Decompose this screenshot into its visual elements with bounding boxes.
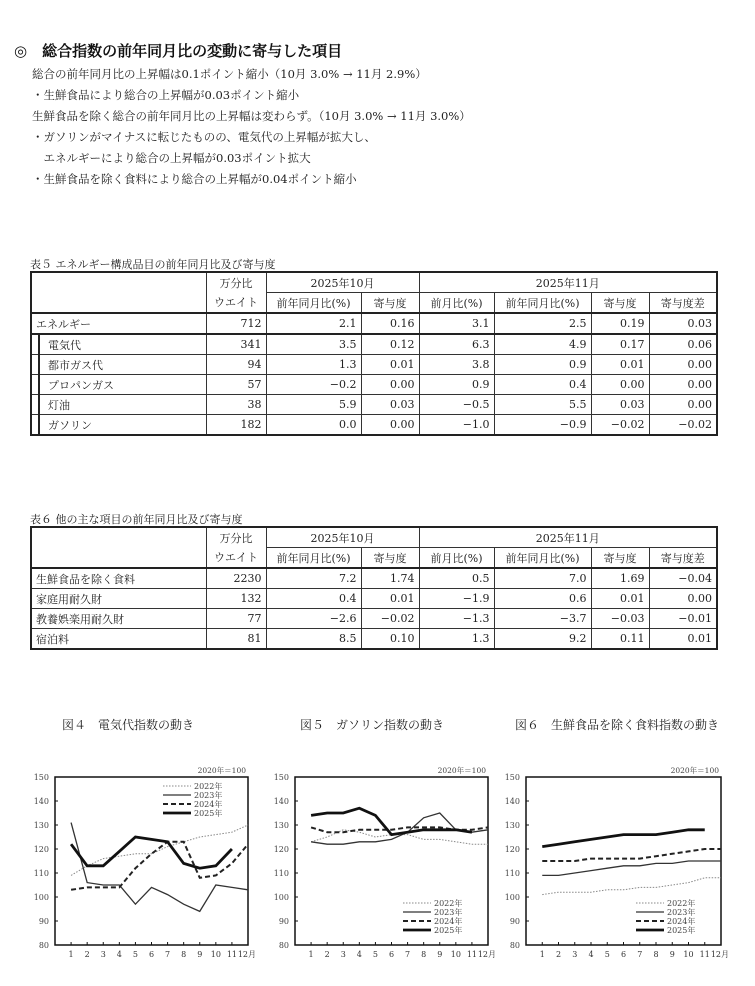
- header-row: [31, 527, 717, 548]
- cell-value: 0.00: [361, 415, 419, 436]
- legend-label: 2023年: [667, 908, 696, 917]
- table5-caption: 表５ エネルギー構成品目の前年同月比及び寄与度: [30, 258, 276, 271]
- cell-value: 9.2: [494, 629, 591, 650]
- table-row: [31, 629, 717, 650]
- header-row: [31, 272, 717, 293]
- x-tick-label: 3: [572, 950, 578, 959]
- x-tick-label: 5: [132, 950, 138, 959]
- cell-value: −0.2: [266, 375, 361, 395]
- x-tick-label: 3: [340, 950, 346, 959]
- x-tick-label: 6: [388, 950, 395, 959]
- cell-value: 0.06: [649, 334, 717, 355]
- x-tick-label: 12月: [710, 950, 729, 959]
- legend-label: 2025年: [194, 809, 223, 818]
- cell-value: 77: [206, 609, 266, 629]
- x-tick-label: 8: [181, 950, 187, 959]
- header-contrib: 寄与度: [361, 548, 419, 569]
- cell-value: 0.00: [591, 375, 649, 395]
- cell-value: 3.8: [419, 355, 494, 375]
- cell-value: 8.5: [266, 629, 361, 650]
- legend-label: 2023年: [434, 908, 463, 917]
- header-weight_bottom: ウエイト: [206, 548, 266, 569]
- y-tick-label: 110: [504, 869, 520, 878]
- row-label: 電気代: [31, 334, 206, 355]
- series-line-2024年: [542, 849, 721, 861]
- legend-label: 2022年: [434, 899, 463, 908]
- y-tick-label: 130: [504, 821, 520, 830]
- row-label: 宿泊料: [31, 629, 206, 650]
- x-tick-label: 7: [405, 950, 411, 959]
- row-label: 家庭用耐久財: [31, 589, 206, 609]
- table-row: [31, 334, 717, 355]
- legend-label: 2023年: [194, 791, 223, 800]
- y-tick-label: 100: [33, 893, 49, 902]
- x-tick-label: 2: [84, 950, 90, 959]
- header-blank: [31, 527, 206, 568]
- cell-value: 0.0: [266, 415, 361, 436]
- chart5-title: 図５ ガソリン指数の動き: [300, 718, 445, 732]
- cell-value: 1.3: [266, 355, 361, 375]
- cell-value: 2.1: [266, 313, 361, 334]
- x-tick-label: 10: [450, 950, 461, 959]
- x-tick-label: 4: [356, 950, 362, 959]
- cell-value: 1.74: [361, 568, 419, 589]
- summary-line: 総合の前年同月比の上昇幅は0.1ポイント縮小（10月 3.0% → 11月 2.9%）: [32, 67, 427, 81]
- cell-value: 1.3: [419, 629, 494, 650]
- cell-value: 0.10: [361, 629, 419, 650]
- cell-value: 6.3: [419, 334, 494, 355]
- header-weight-top: 万分比: [206, 272, 266, 293]
- cell-value: −3.7: [494, 609, 591, 629]
- cell-value: 132: [206, 589, 266, 609]
- y-tick-label: 110: [33, 869, 49, 878]
- legend-label: 2024年: [194, 800, 223, 809]
- y-tick-label: 120: [33, 845, 49, 854]
- cell-value: 0.00: [649, 355, 717, 375]
- cell-value: 0.11: [591, 629, 649, 650]
- row-label: 灯油: [31, 395, 206, 415]
- cell-value: 7.0: [494, 568, 591, 589]
- table-row: [31, 415, 717, 436]
- cell-value: −1.3: [419, 609, 494, 629]
- cell-value: −0.02: [361, 609, 419, 629]
- y-tick-label: 140: [33, 797, 49, 806]
- table6-other-items: [30, 526, 718, 650]
- x-tick-label: 1: [539, 950, 545, 959]
- table-row: [31, 395, 717, 415]
- series-line-2022年: [542, 878, 721, 895]
- x-tick-label: 9: [197, 950, 203, 959]
- table-row: [31, 375, 717, 395]
- cell-value: 0.16: [361, 313, 419, 334]
- y-tick-label: 140: [273, 797, 289, 806]
- header-yoy: 前年同月比(%): [494, 548, 591, 569]
- series-line-2023年: [542, 861, 721, 875]
- cell-value: 38: [206, 395, 266, 415]
- table-row: [31, 313, 717, 334]
- cell-value: 94: [206, 355, 266, 375]
- y-tick-label: 90: [509, 917, 520, 926]
- x-tick-label: 5: [372, 950, 378, 959]
- row-label: ガソリン: [31, 415, 206, 436]
- chart6-title: 図６ 生鮮食品を除く食料指数の動き: [515, 718, 720, 732]
- cell-value: 0.00: [649, 375, 717, 395]
- cell-value: 0.4: [266, 589, 361, 609]
- table5-energy: [30, 271, 718, 436]
- x-tick-label: 9: [669, 950, 675, 959]
- x-tick-label: 4: [116, 950, 122, 959]
- header-blank: [31, 272, 206, 313]
- y-tick-label: 110: [273, 869, 289, 878]
- cell-value: 0.03: [649, 313, 717, 334]
- legend-label: 2025年: [434, 926, 463, 935]
- y-tick-label: 80: [38, 941, 49, 950]
- x-tick-label: 1: [308, 950, 314, 959]
- series-line-2025年: [542, 830, 705, 847]
- table-row: [31, 568, 717, 589]
- table-row: [31, 589, 717, 609]
- summary-line: ・ガソリンがマイナスに転じたものの、電気代の上昇幅が拡大し、: [32, 130, 376, 144]
- cell-value: 57: [206, 375, 266, 395]
- y-tick-label: 130: [33, 821, 49, 830]
- cell-value: 0.5: [419, 568, 494, 589]
- x-tick-label: 4: [588, 950, 594, 959]
- chart4-electricity: [25, 762, 260, 967]
- row-label: 教養娯楽用耐久財: [31, 609, 206, 629]
- base-year-note: 2020年＝100: [437, 766, 486, 775]
- x-tick-label: 9: [437, 950, 443, 959]
- cell-value: 0.01: [591, 355, 649, 375]
- summary-line: ・生鮮食品を除く食料により総合の上昇幅が0.04ポイント縮小: [32, 172, 357, 186]
- x-tick-label: 8: [653, 950, 659, 959]
- cell-value: 4.9: [494, 334, 591, 355]
- cell-value: −0.01: [649, 609, 717, 629]
- x-tick-label: 7: [637, 950, 643, 959]
- cell-value: 0.00: [649, 589, 717, 609]
- summary-line: エネルギーにより総合の上昇幅が0.03ポイント拡大: [32, 151, 311, 165]
- y-tick-label: 140: [504, 797, 520, 806]
- cell-value: −0.02: [649, 415, 717, 436]
- header-yoy: 前年同月比(%): [266, 548, 361, 569]
- header-contrib: 寄与度: [591, 548, 649, 569]
- cell-value: 0.01: [649, 629, 717, 650]
- y-tick-label: 120: [273, 845, 289, 854]
- x-tick-label: 11: [466, 950, 478, 959]
- cell-value: 0.00: [649, 395, 717, 415]
- cell-value: −1.0: [419, 415, 494, 436]
- header-weight_bottom: ウエイト: [206, 293, 266, 314]
- cell-value: 0.4: [494, 375, 591, 395]
- x-tick-label: 10: [210, 950, 221, 959]
- x-tick-label: 12月: [477, 950, 496, 959]
- cell-value: −0.02: [591, 415, 649, 436]
- x-tick-label: 3: [100, 950, 106, 959]
- row-label: 生鮮食品を除く食料: [31, 568, 206, 589]
- cell-value: 1.69: [591, 568, 649, 589]
- cell-value: 81: [206, 629, 266, 650]
- y-tick-label: 100: [504, 893, 520, 902]
- x-tick-label: 2: [555, 950, 562, 959]
- y-tick-label: 150: [33, 773, 49, 782]
- y-tick-label: 150: [273, 773, 289, 782]
- y-tick-label: 90: [38, 917, 49, 926]
- cell-value: 0.17: [591, 334, 649, 355]
- x-tick-label: 12月: [237, 950, 256, 959]
- x-tick-label: 11: [226, 950, 238, 959]
- header-contrib: 寄与度: [361, 293, 419, 314]
- row-label: プロパンガス: [31, 375, 206, 395]
- cell-value: −1.9: [419, 589, 494, 609]
- chart6-food-excl-fresh: [496, 762, 741, 967]
- x-tick-label: 7: [165, 950, 171, 959]
- header-contrib: 寄与度: [591, 293, 649, 314]
- chart5-gasoline: [265, 762, 500, 967]
- cell-value: 0.00: [361, 375, 419, 395]
- x-tick-label: 10: [683, 950, 694, 959]
- header-oct: 2025年10月: [266, 272, 419, 293]
- cell-value: 3.5: [266, 334, 361, 355]
- header-mom: 前月比(%): [419, 548, 494, 569]
- base-year-note: 2020年＝100: [670, 766, 719, 775]
- header-contrib_diff: 寄与度差: [649, 548, 717, 569]
- header-nov: 2025年11月: [419, 527, 717, 548]
- y-tick-label: 130: [273, 821, 289, 830]
- cell-value: 0.12: [361, 334, 419, 355]
- y-tick-label: 100: [273, 893, 289, 902]
- header-nov: 2025年11月: [419, 272, 717, 293]
- table-row: [31, 355, 717, 375]
- header-contrib_diff: 寄与度差: [649, 293, 717, 314]
- y-tick-label: 90: [278, 917, 289, 926]
- cell-value: 0.19: [591, 313, 649, 334]
- base-year-note: 2020年＝100: [197, 766, 246, 775]
- header-mom: 前月比(%): [419, 293, 494, 314]
- legend-label: 2025年: [667, 926, 696, 935]
- legend-label: 2022年: [667, 899, 696, 908]
- section-heading: ◎ 総合指数の前年同月比の変動に寄与した項目: [14, 42, 343, 60]
- cell-value: 0.9: [494, 355, 591, 375]
- cell-value: 341: [206, 334, 266, 355]
- cell-value: 7.2: [266, 568, 361, 589]
- cell-value: −0.04: [649, 568, 717, 589]
- cell-value: 712: [206, 313, 266, 334]
- header-oct: 2025年10月: [266, 527, 419, 548]
- summary-line: 生鮮食品を除く総合の前年同月比の上昇幅は変わらず。（10月 3.0% → 11月 3.0%）: [32, 109, 471, 123]
- legend-label: 2024年: [434, 917, 463, 926]
- cell-value: 2.5: [494, 313, 591, 334]
- cell-value: 182: [206, 415, 266, 436]
- table-row: [31, 609, 717, 629]
- cell-value: 0.9: [419, 375, 494, 395]
- cell-value: −2.6: [266, 609, 361, 629]
- cell-value: 2230: [206, 568, 266, 589]
- x-tick-label: 6: [148, 950, 155, 959]
- cell-value: 5.9: [266, 395, 361, 415]
- series-line-2025年: [71, 837, 232, 868]
- table6-caption: 表６ 他の主な項目の前年同月比及び寄与度: [30, 513, 243, 526]
- cell-value: −0.03: [591, 609, 649, 629]
- cell-value: 0.03: [591, 395, 649, 415]
- y-tick-label: 80: [509, 941, 520, 950]
- cell-value: 3.1: [419, 313, 494, 334]
- summary-line: ・生鮮食品により総合の上昇幅が0.03ポイント縮小: [32, 88, 300, 102]
- x-tick-label: 11: [699, 950, 710, 959]
- cell-value: 0.01: [591, 589, 649, 609]
- chart4-title: 図４ 電気代指数の動き: [62, 718, 195, 732]
- x-tick-label: 2: [324, 950, 330, 959]
- series-line-2022年: [71, 825, 248, 875]
- header-yoy: 前年同月比(%): [266, 293, 361, 314]
- cell-value: −0.5: [419, 395, 494, 415]
- row-label: 都市ガス代: [31, 355, 206, 375]
- cell-value: 0.6: [494, 589, 591, 609]
- row-label: エネルギー: [31, 313, 206, 334]
- y-tick-label: 150: [504, 773, 520, 782]
- cell-value: 5.5: [494, 395, 591, 415]
- legend-label: 2022年: [194, 782, 223, 791]
- x-tick-label: 5: [604, 950, 610, 959]
- x-tick-label: 1: [68, 950, 74, 959]
- x-tick-label: 6: [620, 950, 627, 959]
- y-tick-label: 80: [278, 941, 289, 950]
- cell-value: 0.03: [361, 395, 419, 415]
- cell-value: 0.01: [361, 355, 419, 375]
- y-tick-label: 120: [504, 845, 520, 854]
- x-tick-label: 8: [421, 950, 427, 959]
- header-weight-top: 万分比: [206, 527, 266, 548]
- legend-label: 2024年: [667, 917, 696, 926]
- cell-value: −0.9: [494, 415, 591, 436]
- header-yoy: 前年同月比(%): [494, 293, 591, 314]
- cell-value: 0.01: [361, 589, 419, 609]
